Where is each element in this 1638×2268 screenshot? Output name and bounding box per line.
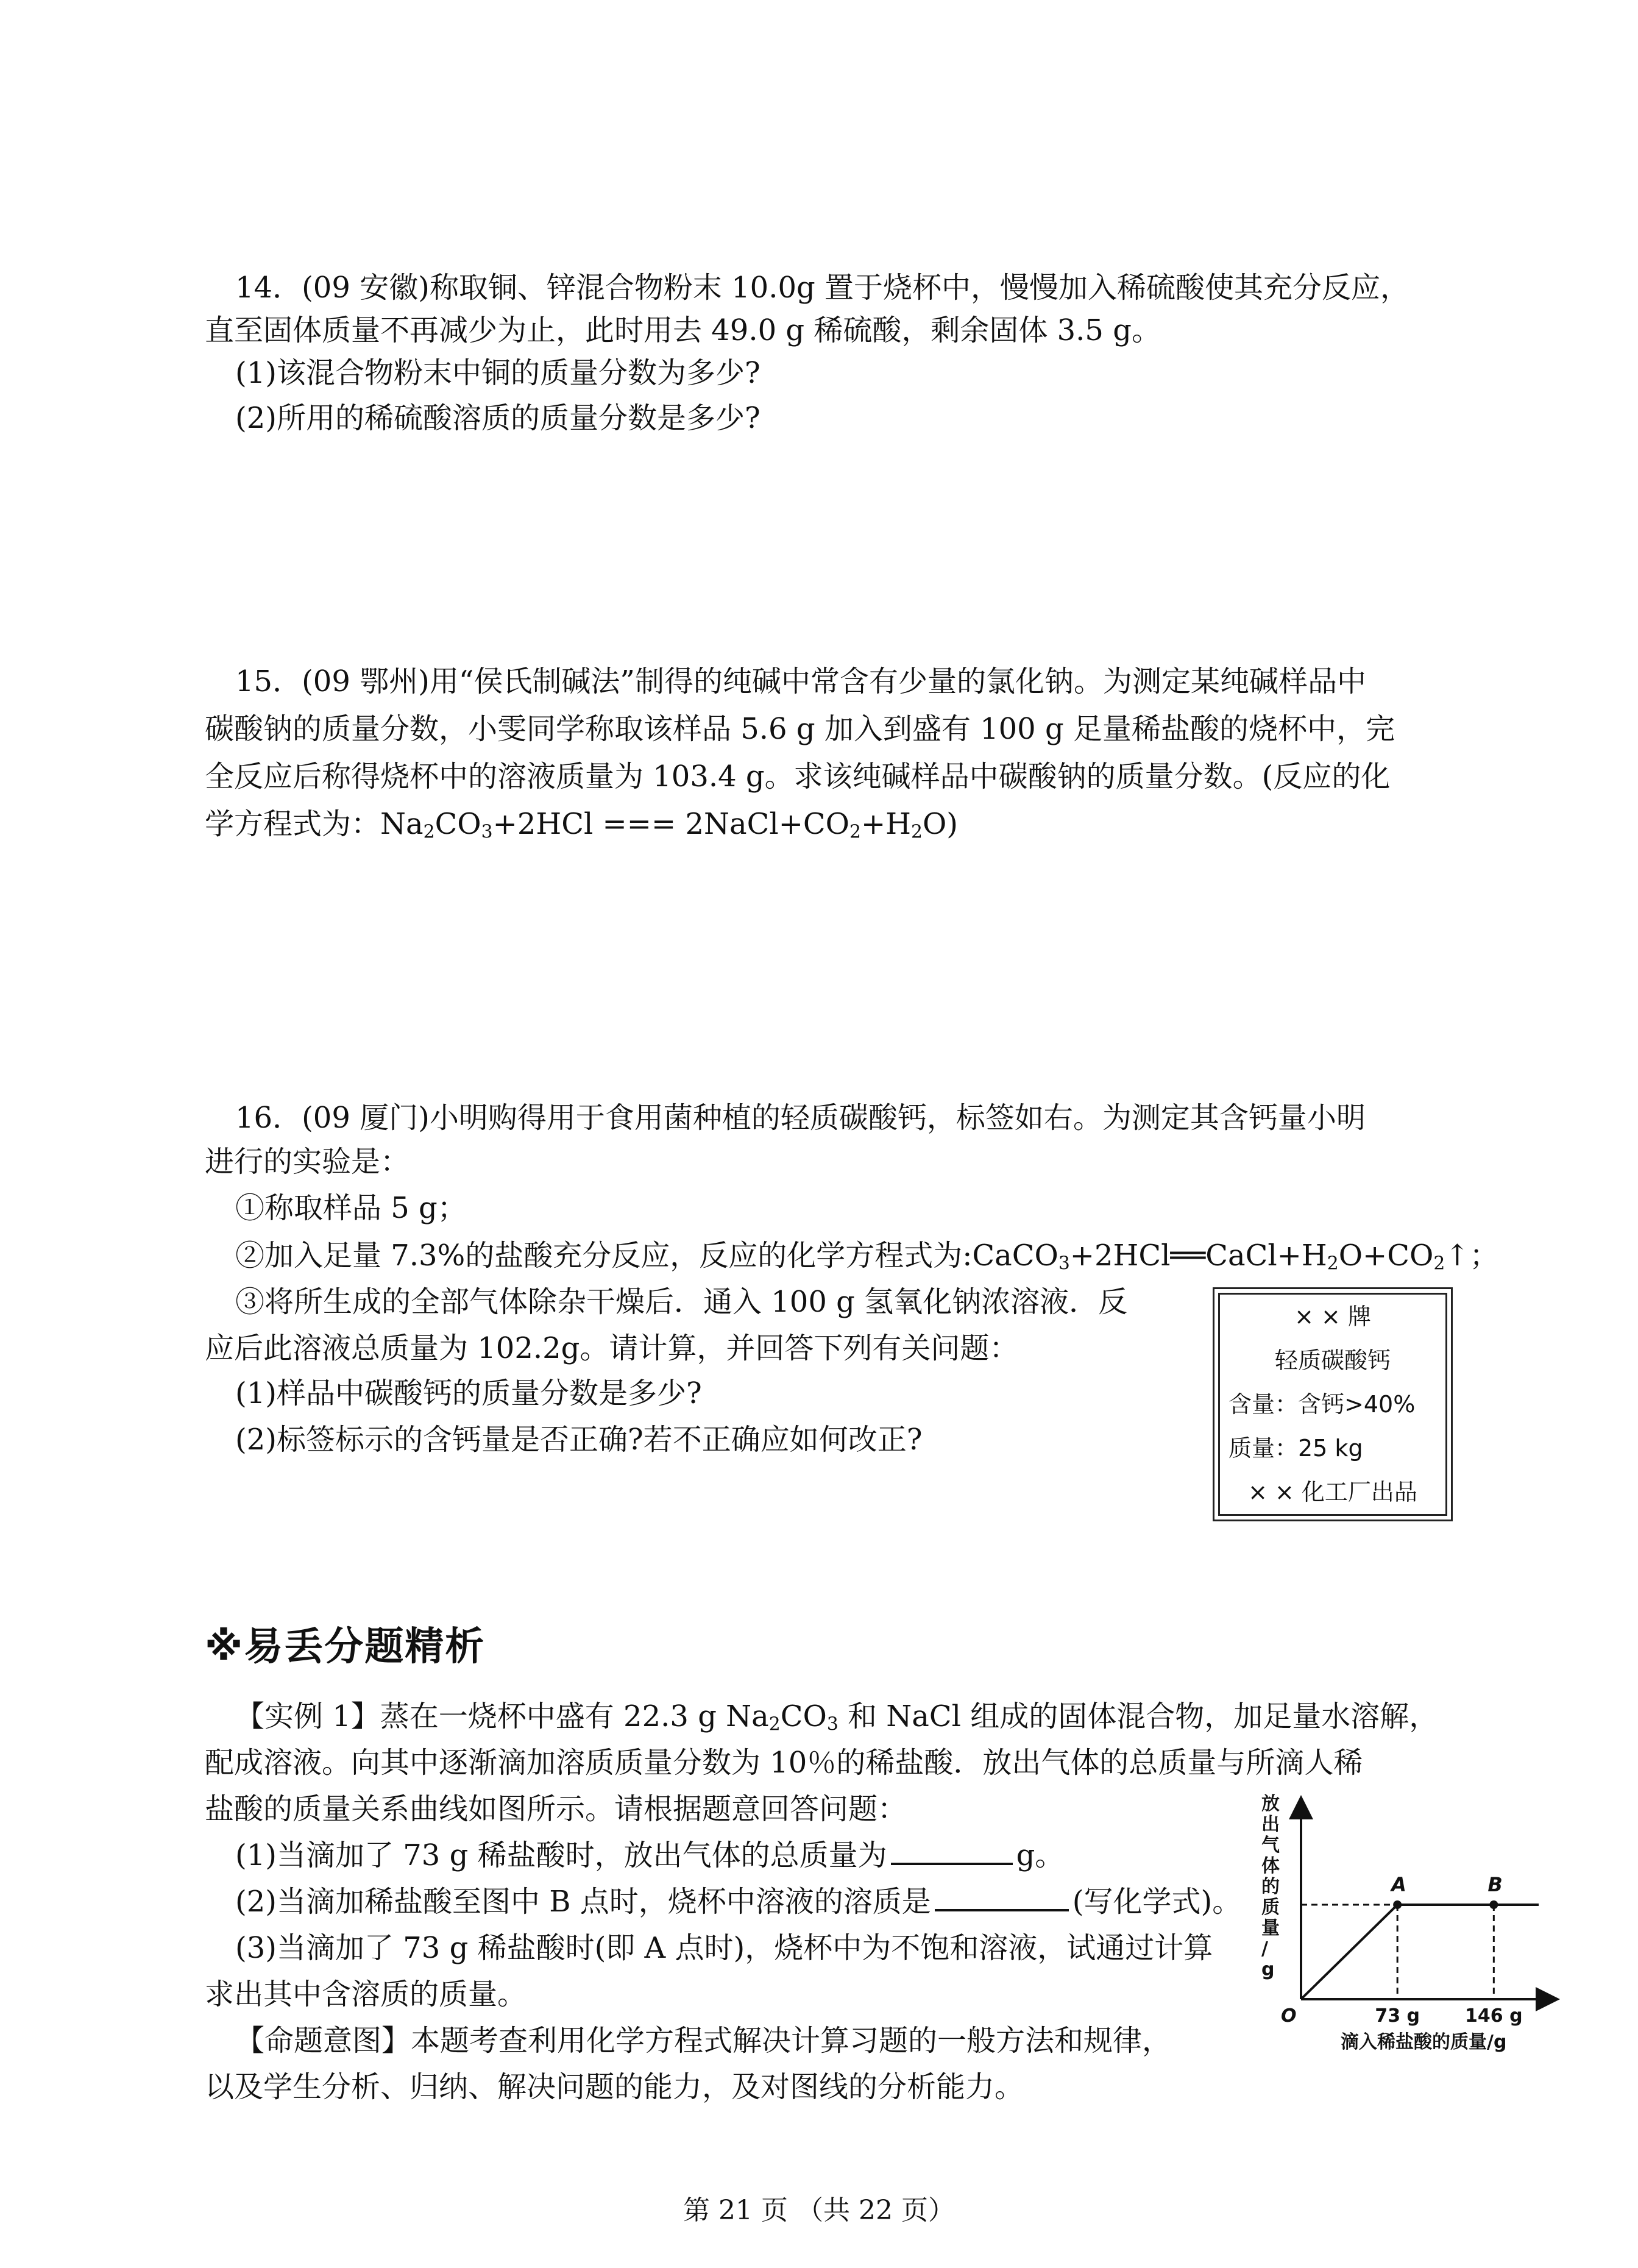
page-footer: 第 21 页 （共 22 页） — [683, 2195, 955, 2226]
y-axis-label-char: g — [1261, 1959, 1275, 1980]
label-mass: 质量：25 kg — [1228, 1435, 1363, 1462]
example1-question-1: (1)当滴加了 73 g 稀盐酸时，放出气体的总质量为 g。 — [235, 1838, 1065, 1872]
q15-eq-prefix: 学方程式为： — [205, 807, 381, 841]
example1-intent-line-1: 【命题意图】本题考查利用化学方程式解决计算习题的一般方法和规律， — [235, 2024, 1172, 2058]
q16-line-2: 进行的实验是： — [205, 1145, 410, 1179]
label-content: 含量：含钙>40% — [1228, 1391, 1416, 1418]
point-a — [1393, 1900, 1402, 1909]
q16-question-1: (1)样品中碳酸钙的质量分数是多少? — [235, 1376, 702, 1410]
q15-line-2: 碳酸钠的质量分数，小雯同学称取该样品 5.6 g 加入到盛有 100 g 足量稀盐酸的烧杯中，完 — [205, 712, 1395, 746]
q15-line-3: 全反应后称得烧杯中的溶液质量为 103.4 g。求该纯碱样品中碳酸钠的质量分数。(反应的化 — [205, 759, 1391, 794]
label-maker: × × 化工厂出品 — [1248, 1479, 1417, 1505]
q16-step-3: ③将所生成的全部气体除杂干燥后．通入 100 g 氢氧化钠浓溶液．反 — [235, 1285, 1128, 1319]
label-brand: × × 牌 — [1294, 1303, 1371, 1330]
example1-line-3: 盐酸的质量关系曲线如图所示。请根据题意回答问题： — [205, 1792, 907, 1826]
q16-line-after: 应后此溶液总质量为 102.2g。请计算，并回答下列有关问题： — [205, 1331, 1019, 1365]
example1-question-2: (2)当滴加稀盐酸至图中 B 点时，烧杯中溶液的溶质是 (写化学式)。 — [235, 1885, 1242, 1919]
q16-step-1: ①称取样品 5 g； — [235, 1191, 467, 1225]
y-axis-label-char: 量 — [1261, 1918, 1280, 1939]
q15-equation: $Na_2CO_3+2HCl$ === $2NaCl+CO_2+H_2O$) — [380, 807, 959, 843]
y-axis-label-char: 出 — [1261, 1814, 1280, 1835]
y-axis-label-char: 放 — [1261, 1793, 1280, 1815]
example1-question-3-line-1: (3)当滴加了 73 g 稀盐酸时(即 A 点时)，烧杯中为不饱和溶液，试通过计算 — [235, 1931, 1213, 1965]
point-b — [1489, 1900, 1498, 1909]
q14-question-2: (2)所用的稀硫酸溶质的质量分数是多少? — [235, 401, 760, 435]
gas-mass-chart — [1255, 1789, 1560, 2057]
q16-equation: $CaCO_3+2HCl══CaCl+H_2O+CO_2↑$； — [972, 1239, 1499, 1274]
y-axis-label-char: 体 — [1261, 1855, 1280, 1877]
example1-line-1: 【实例 1】蒸在一烧杯中盛有 22.3 g $Na_2CO_3$ 和 NaCl 组成的固体混合物，加足量水溶解， — [235, 1699, 1439, 1735]
q16-question-2: (2)标签标示的含钙量是否正确?若不正确应如何改正? — [235, 1423, 923, 1457]
y-axis-label-char: 质 — [1261, 1897, 1280, 1918]
product-label — [1213, 1287, 1453, 1521]
example1-line-2: 配成溶液。向其中逐渐滴加溶质质量分数为 10％的稀盐酸．放出气体的总质量与所滴人稀 — [205, 1746, 1363, 1780]
label-product-name: 轻质碳酸钙 — [1274, 1347, 1391, 1374]
y-axis-label-char: 气 — [1261, 1835, 1280, 1856]
q14-line-2: 直至固体质量不再减少为止，此时用去 49.0 g 稀硫酸，剩余固体 3.5 g。 — [205, 313, 1161, 347]
point-label-a: A — [1391, 1873, 1406, 1896]
x-axis-label: 滴入稀盐酸的质量/g — [1341, 2032, 1507, 2053]
q16-step-2-text: ②加入足量 7.3%的盐酸充分反应，反应的化学方程式为: — [235, 1239, 973, 1273]
answer-blank-1[interactable] — [891, 1837, 1013, 1865]
q14-line-1: 14．(09 安徽)称取铜、锌混合物粉末 10.0g 置于烧杯中，慢慢加入稀硫酸使其充分反应， — [235, 271, 1409, 305]
section-title: ※易丢分题精析 — [205, 1624, 486, 1669]
x-tick-label: 146 g — [1465, 2005, 1523, 2027]
y-axis-label — [1261, 1793, 1280, 1980]
q16-line-1: 16．(09 厦门)小明购得用于食用菌种植的轻质碳酸钙，标签如右。为测定其含钙量小明 — [235, 1101, 1366, 1135]
y-axis-label-char: 的 — [1261, 1876, 1280, 1897]
q16-step-2 — [235, 1237, 1499, 1274]
q14-question-1: (1)该混合物粉末中铜的质量分数为多少? — [235, 356, 760, 390]
series-line — [1301, 1905, 1539, 1999]
point-label-b: B — [1487, 1873, 1503, 1896]
answer-blank-2[interactable] — [935, 1883, 1069, 1911]
q15-line-1: 15．(09 鄂州)用“侯氏制碱法”制得的纯碱中常含有少量的氯化钠。为测定某纯碱样品中 — [235, 664, 1366, 699]
example1-intent-line-2: 以及学生分析、归纳、解决问题的能力，及对图线的分析能力。 — [205, 2070, 1024, 2104]
q15-line-4 — [205, 806, 958, 842]
example1-question-3-line-2: 求出其中含溶质的质量。 — [205, 1977, 527, 2011]
y-axis-label-char: / — [1261, 1938, 1268, 1960]
origin-label: O — [1281, 2005, 1297, 2027]
x-tick-label: 73 g — [1375, 2005, 1420, 2027]
